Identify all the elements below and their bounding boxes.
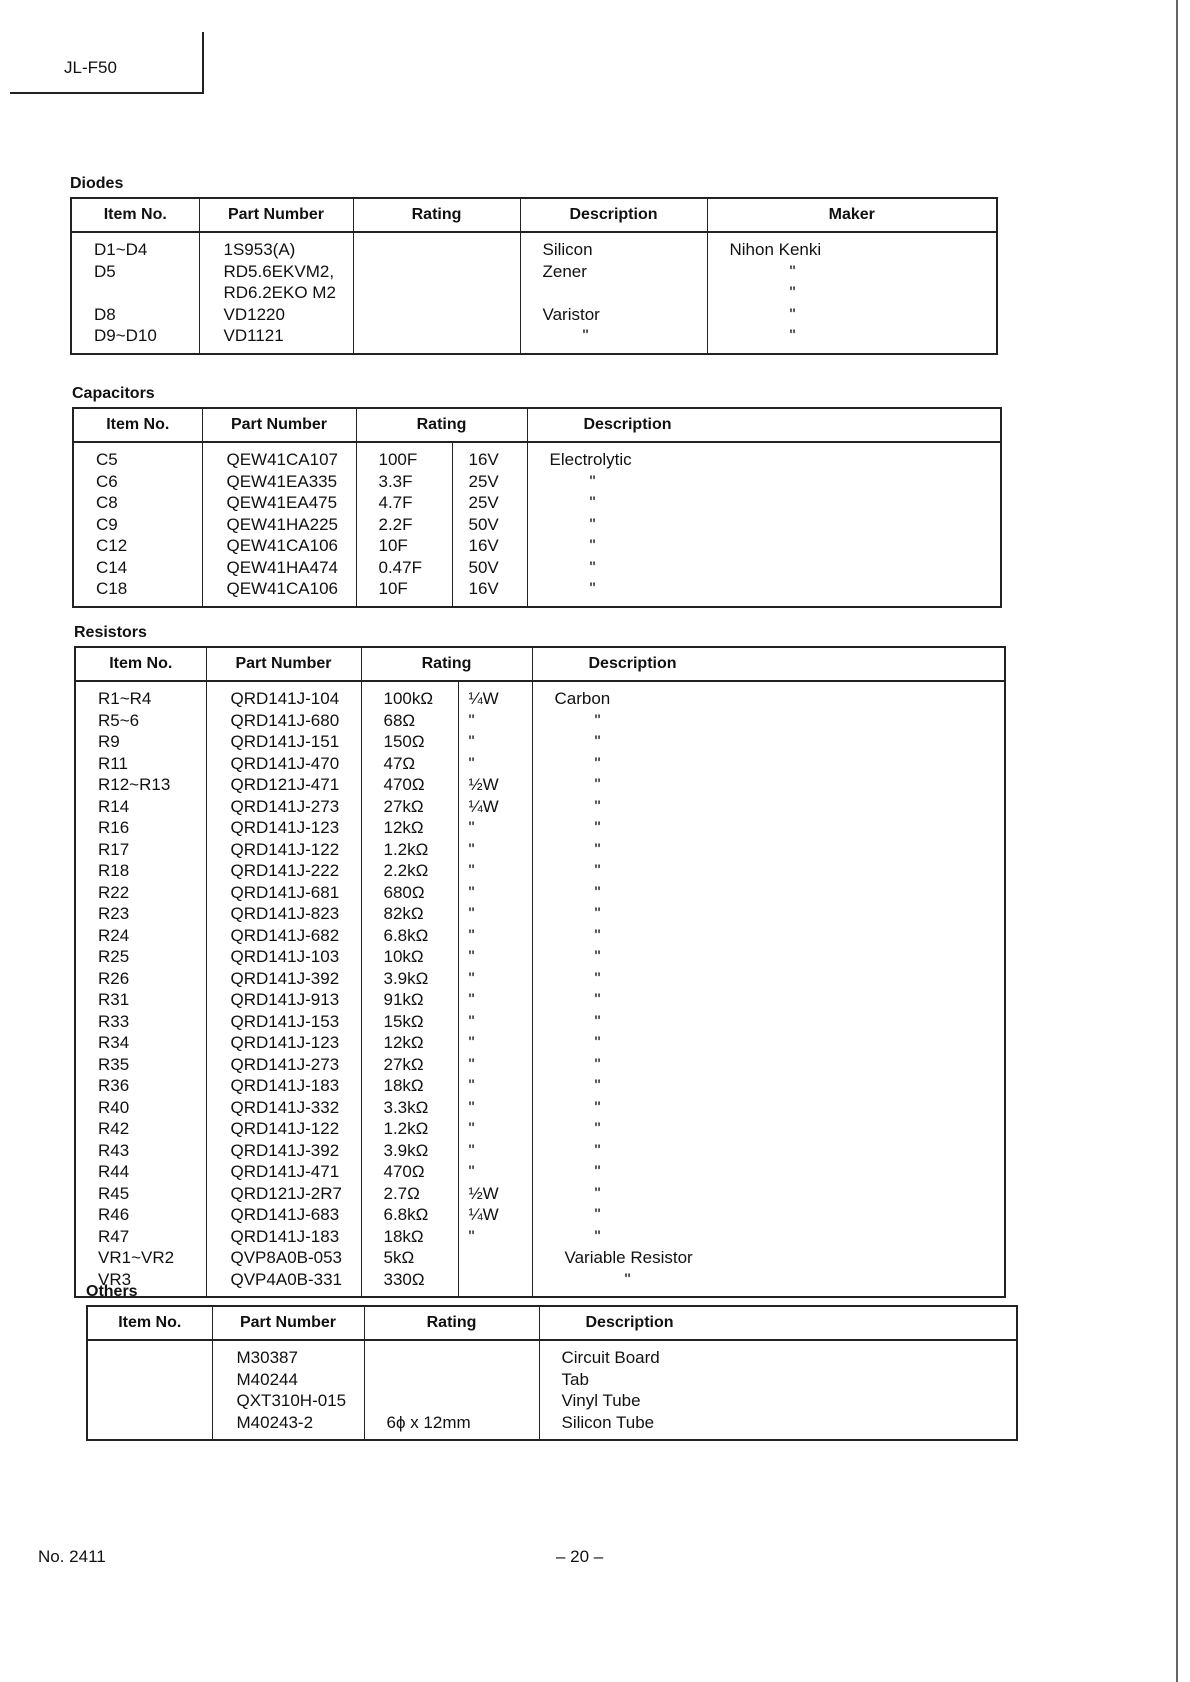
item-no: R33 bbox=[98, 1011, 130, 1031]
item-no: R18 bbox=[98, 861, 130, 880]
capacitors-table bbox=[72, 407, 1002, 608]
description: " bbox=[594, 818, 601, 837]
others-table bbox=[86, 1305, 1018, 1441]
description: " bbox=[589, 536, 596, 555]
part-number: M40244 bbox=[236, 1369, 298, 1389]
part-number: QRD141J-104 bbox=[230, 689, 340, 708]
description: " bbox=[594, 1033, 601, 1052]
wattage-rating: " bbox=[468, 818, 475, 837]
resistance-value: 6.8kΩ bbox=[383, 925, 429, 945]
diodes-maker-cell bbox=[707, 232, 997, 354]
part-number: QRD141J-913 bbox=[230, 990, 340, 1009]
others-title: Others bbox=[86, 1283, 138, 1300]
description: " bbox=[589, 557, 596, 577]
wattage-rating: " bbox=[468, 1033, 475, 1052]
item-no: C12 bbox=[96, 536, 128, 555]
resistance-value: 12kΩ bbox=[383, 1033, 424, 1052]
resistors-table bbox=[74, 646, 1006, 1298]
maker: Nihon Kenki bbox=[729, 240, 822, 259]
part-number: 1S953(A) bbox=[223, 240, 296, 259]
resistors-body-row bbox=[75, 681, 1005, 1297]
description: " bbox=[594, 1226, 601, 1246]
part-number: QRD141J-153 bbox=[230, 1011, 340, 1031]
capacitors-section bbox=[72, 385, 1002, 608]
capacitance-value: 10F bbox=[378, 579, 408, 598]
item-no: C6 bbox=[96, 471, 118, 491]
resistance-value: 470Ω bbox=[383, 1162, 425, 1181]
wattage-rating: " bbox=[468, 1011, 475, 1031]
description: Electrolytic bbox=[549, 450, 632, 469]
item-no: D8 bbox=[94, 304, 116, 324]
item-no: C5 bbox=[96, 450, 118, 469]
part-number: QRD121J-2R7 bbox=[230, 1183, 342, 1203]
description: Variable Resistor bbox=[564, 1248, 693, 1267]
resistance-value: 470Ω bbox=[383, 775, 425, 794]
part-number: QRD141J-123 bbox=[230, 1033, 340, 1052]
item-no: R40 bbox=[98, 1097, 130, 1117]
description bbox=[543, 282, 707, 304]
wattage-rating: " bbox=[468, 861, 475, 880]
description: " bbox=[589, 579, 596, 598]
resistance-value: 2.2kΩ bbox=[383, 861, 429, 880]
description: " bbox=[594, 1162, 601, 1181]
wattage-rating: " bbox=[468, 1097, 475, 1117]
col-item-no: Item No. bbox=[75, 647, 206, 681]
item-no: R35 bbox=[98, 1054, 130, 1074]
wattage-rating: ¼W bbox=[468, 689, 499, 708]
wattage-rating: " bbox=[468, 990, 475, 1009]
part-number: M40243-2 bbox=[236, 1412, 314, 1432]
rating: 6ϕ x 12mm bbox=[386, 1412, 471, 1432]
part-number: QRD141J-122 bbox=[230, 839, 340, 859]
item-no: R45 bbox=[98, 1183, 130, 1203]
wattage-rating: " bbox=[468, 1119, 475, 1138]
description: " bbox=[594, 1011, 601, 1031]
description: " bbox=[594, 1054, 601, 1074]
resistance-value: 91kΩ bbox=[383, 990, 424, 1009]
capacitors-voltage-cell bbox=[452, 442, 527, 607]
resistance-value: 3.9kΩ bbox=[383, 1140, 429, 1160]
col-item-no: Item No. bbox=[87, 1306, 212, 1340]
part-number: QEW41HA474 bbox=[226, 557, 338, 577]
resistance-value: 10kΩ bbox=[383, 947, 424, 966]
diodes-rating-cell bbox=[353, 232, 520, 354]
col-description: Description bbox=[539, 1306, 1017, 1340]
capacitance-value: 100F bbox=[378, 450, 418, 469]
resistors-desc-cell bbox=[532, 681, 1005, 1297]
part-number: QRD141J-471 bbox=[230, 1162, 340, 1181]
item-no: R46 bbox=[98, 1205, 130, 1224]
part-number: QRD141J-683 bbox=[230, 1205, 340, 1224]
voltage-rating: 25V bbox=[468, 493, 499, 512]
description: " bbox=[594, 882, 601, 902]
col-part-number: Part Number bbox=[212, 1306, 364, 1340]
wattage-rating: ½W bbox=[468, 775, 499, 794]
item-no: R31 bbox=[98, 990, 130, 1009]
col-rating: Rating bbox=[356, 408, 527, 442]
part-number: RD5.6EKVM2, bbox=[223, 261, 335, 281]
description: Tab bbox=[561, 1369, 589, 1389]
wattage-rating: " bbox=[468, 1140, 475, 1160]
diodes-desc-cell bbox=[520, 232, 707, 354]
description: " bbox=[594, 1183, 601, 1203]
item-no: R26 bbox=[98, 968, 130, 988]
resistors-title: Resistors bbox=[74, 624, 147, 641]
resistors-header-row bbox=[75, 647, 1005, 681]
part-number: QRD141J-103 bbox=[230, 947, 340, 966]
col-part-number: Part Number bbox=[199, 198, 353, 232]
description: " bbox=[594, 1140, 601, 1160]
description: " bbox=[589, 493, 596, 512]
description: " bbox=[594, 947, 601, 966]
others-parts-cell bbox=[212, 1340, 364, 1440]
part-number: M30387 bbox=[236, 1348, 298, 1367]
capacitance-value: 2.2F bbox=[378, 514, 413, 534]
col-description: Description bbox=[532, 647, 1005, 681]
item-no: R17 bbox=[98, 839, 130, 859]
item-no: R16 bbox=[98, 818, 130, 837]
part-number: QRD141J-183 bbox=[230, 1226, 340, 1246]
item-no: R22 bbox=[98, 882, 130, 902]
others-items-cell bbox=[87, 1340, 212, 1440]
voltage-rating: 50V bbox=[468, 557, 499, 577]
resistance-value: 47Ω bbox=[383, 753, 416, 773]
resistance-value: 2.7Ω bbox=[383, 1183, 420, 1203]
part-number: VD1220 bbox=[223, 304, 285, 324]
resistance-value: 680Ω bbox=[383, 882, 425, 902]
part-number: QXT310H-015 bbox=[236, 1391, 347, 1410]
page-number: – 20 – bbox=[556, 1547, 604, 1566]
wattage-rating: " bbox=[468, 753, 475, 773]
resistors-parts-cell bbox=[206, 681, 361, 1297]
description: " bbox=[594, 732, 601, 751]
col-description: Description bbox=[527, 408, 1001, 442]
capacitors-desc-cell bbox=[527, 442, 1001, 607]
description: " bbox=[594, 990, 601, 1009]
part-number: QRD141J-392 bbox=[230, 968, 340, 988]
wattage-rating: " bbox=[468, 947, 475, 966]
description: " bbox=[594, 1119, 601, 1138]
part-number: QEW41CA106 bbox=[226, 579, 338, 598]
part-number: QRD141J-332 bbox=[230, 1097, 340, 1117]
model-label: JL-F50 bbox=[64, 58, 117, 77]
capacitors-parts-cell bbox=[202, 442, 356, 607]
item-no: R43 bbox=[98, 1140, 130, 1160]
wattage-rating: ¼W bbox=[468, 796, 499, 816]
item-no: R5~6 bbox=[98, 710, 140, 730]
col-item-no: Item No. bbox=[73, 408, 202, 442]
wattage-rating: " bbox=[468, 925, 475, 945]
rating bbox=[387, 1347, 539, 1369]
item-no: C18 bbox=[96, 579, 128, 598]
others-section bbox=[86, 1283, 1018, 1441]
item-no: R11 bbox=[98, 753, 128, 773]
col-rating: Rating bbox=[353, 198, 520, 232]
item-no: R14 bbox=[98, 796, 130, 816]
description: " bbox=[589, 471, 596, 491]
wattage-rating: " bbox=[468, 882, 475, 902]
item-no: R44 bbox=[98, 1162, 130, 1181]
resistors-section bbox=[74, 624, 1006, 1298]
voltage-rating: 25V bbox=[468, 471, 499, 491]
diodes-body-row bbox=[71, 232, 997, 354]
description: Silicon bbox=[542, 240, 593, 259]
wattage-rating: " bbox=[468, 1162, 475, 1181]
item-no: R25 bbox=[98, 947, 130, 966]
item-no: R36 bbox=[98, 1076, 130, 1095]
wattage-rating: " bbox=[468, 1226, 475, 1246]
part-number: QRD141J-183 bbox=[230, 1076, 340, 1095]
voltage-rating: 50V bbox=[468, 514, 499, 534]
description: Zener bbox=[542, 261, 587, 281]
description: " bbox=[594, 710, 601, 730]
item-no: R9 bbox=[98, 732, 120, 751]
part-number: QRD141J-470 bbox=[230, 753, 340, 773]
wattage-rating: " bbox=[468, 904, 475, 923]
item-no bbox=[94, 282, 199, 304]
description: " bbox=[594, 861, 601, 880]
rating bbox=[387, 1369, 539, 1391]
description: " bbox=[594, 839, 601, 859]
model-header-box bbox=[10, 32, 204, 94]
diodes-section bbox=[70, 175, 998, 355]
item-no: R12~R13 bbox=[98, 775, 171, 794]
item-no: D5 bbox=[94, 261, 116, 281]
col-part-number: Part Number bbox=[206, 647, 361, 681]
voltage-rating: 16V bbox=[468, 450, 499, 469]
description: " bbox=[589, 514, 596, 534]
description: Silicon Tube bbox=[561, 1412, 655, 1432]
voltage-rating: 16V bbox=[468, 579, 499, 598]
col-rating: Rating bbox=[361, 647, 532, 681]
col-part-number: Part Number bbox=[202, 408, 356, 442]
col-description: Description bbox=[520, 198, 707, 232]
item-no: R24 bbox=[98, 925, 130, 945]
diodes-table bbox=[70, 197, 998, 355]
resistance-value: 5kΩ bbox=[383, 1248, 415, 1267]
part-number: RD6.2EKO M2 bbox=[223, 283, 336, 302]
wattage-rating: " bbox=[468, 1076, 475, 1095]
voltage-rating: 16V bbox=[468, 536, 499, 555]
item-no: C9 bbox=[96, 514, 118, 534]
rating bbox=[387, 1390, 539, 1412]
part-number: QRD141J-682 bbox=[230, 925, 340, 945]
part-number: QEW41CA107 bbox=[226, 450, 338, 469]
wattage-rating: ½W bbox=[468, 1183, 499, 1203]
part-number: QEW41EA475 bbox=[226, 493, 338, 512]
description: " bbox=[594, 1205, 601, 1224]
part-number: QRD141J-273 bbox=[230, 1054, 340, 1074]
description: " bbox=[594, 753, 601, 773]
item-no: R47 bbox=[98, 1226, 130, 1246]
resistance-value: 12kΩ bbox=[383, 818, 424, 837]
maker: " bbox=[789, 283, 796, 302]
item-no: R1~R4 bbox=[98, 689, 152, 708]
capacitance-value: 3.3F bbox=[378, 471, 413, 491]
part-number: QRD141J-151 bbox=[230, 732, 340, 751]
resistance-value: 15kΩ bbox=[383, 1011, 424, 1031]
item-no: VR1~VR2 bbox=[98, 1248, 175, 1267]
item-no: R23 bbox=[98, 904, 130, 923]
wattage-rating bbox=[459, 1247, 532, 1269]
description: " bbox=[594, 904, 601, 923]
resistance-value: 1.2kΩ bbox=[383, 1119, 429, 1138]
resistance-value: 3.9kΩ bbox=[383, 968, 429, 988]
diodes-items-cell bbox=[71, 232, 199, 354]
others-header-row bbox=[87, 1306, 1017, 1340]
description: " bbox=[582, 326, 589, 345]
description: " bbox=[624, 1269, 631, 1289]
diodes-title: Diodes bbox=[70, 175, 124, 192]
part-number: QRD121J-471 bbox=[230, 775, 340, 794]
description: " bbox=[594, 1097, 601, 1117]
capacitors-value-cell bbox=[356, 442, 452, 607]
part-number: QRD141J-273 bbox=[230, 796, 340, 816]
resistance-value: 150Ω bbox=[383, 732, 425, 751]
item-no: D9~D10 bbox=[94, 326, 157, 345]
description: Vinyl Tube bbox=[561, 1391, 641, 1410]
wattage-rating: ¼W bbox=[468, 1205, 499, 1224]
part-number: QVP4A0B-331 bbox=[230, 1269, 343, 1289]
diodes-parts-cell bbox=[199, 232, 353, 354]
resistance-value: 330Ω bbox=[383, 1269, 425, 1289]
col-rating: Rating bbox=[364, 1306, 539, 1340]
part-number: QVP8A0B-053 bbox=[230, 1248, 343, 1267]
description: " bbox=[594, 968, 601, 988]
resistance-value: 27kΩ bbox=[383, 1054, 424, 1074]
resistors-items-cell bbox=[75, 681, 206, 1297]
part-number: QRD141J-123 bbox=[230, 818, 340, 837]
capacitors-title: Capacitors bbox=[72, 385, 155, 402]
col-maker: Maker bbox=[707, 198, 997, 232]
others-body-row bbox=[87, 1340, 1017, 1440]
part-number: QRD141J-680 bbox=[230, 710, 340, 730]
item-no: D1~D4 bbox=[94, 240, 148, 259]
wattage-rating: " bbox=[468, 968, 475, 988]
wattage-rating: " bbox=[468, 839, 475, 859]
description: " bbox=[594, 796, 601, 816]
maker: " bbox=[789, 261, 796, 281]
resistance-value: 18kΩ bbox=[383, 1076, 424, 1095]
item-no: R42 bbox=[98, 1119, 130, 1138]
part-number: QEW41CA106 bbox=[226, 536, 338, 555]
description: " bbox=[594, 925, 601, 945]
document-number: No. 2411 bbox=[38, 1547, 106, 1566]
description: " bbox=[594, 1076, 601, 1095]
diodes-header-row bbox=[71, 198, 997, 232]
capacitance-value: 10F bbox=[378, 536, 408, 555]
item-no: R34 bbox=[98, 1033, 130, 1052]
part-number: QRD141J-681 bbox=[230, 882, 340, 902]
resistance-value: 1.2kΩ bbox=[383, 839, 429, 859]
resistors-wattage-cell bbox=[458, 681, 532, 1297]
part-number: QEW41EA335 bbox=[226, 471, 338, 491]
capacitance-value: 0.47F bbox=[378, 557, 422, 577]
item-no: C8 bbox=[96, 493, 118, 512]
wattage-rating: " bbox=[468, 732, 475, 751]
description: " bbox=[594, 775, 601, 794]
capacitors-header-row bbox=[73, 408, 1001, 442]
resistance-value: 27kΩ bbox=[383, 796, 424, 816]
resistors-value-cell bbox=[361, 681, 458, 1297]
part-number: QEW41HA225 bbox=[226, 514, 338, 534]
others-desc-cell bbox=[539, 1340, 1017, 1440]
resistance-value: 68Ω bbox=[383, 710, 416, 730]
resistance-value: 100kΩ bbox=[383, 689, 434, 708]
item-no: VR3 bbox=[98, 1269, 132, 1289]
wattage-rating: " bbox=[468, 1054, 475, 1074]
part-number: QRD141J-823 bbox=[230, 904, 340, 923]
capacitance-value: 4.7F bbox=[378, 493, 413, 512]
resistance-value: 3.3kΩ bbox=[383, 1097, 429, 1117]
others-rating-cell bbox=[364, 1340, 539, 1440]
col-item-no: Item No. bbox=[71, 198, 199, 232]
description: Circuit Board bbox=[561, 1348, 660, 1367]
part-number: QRD141J-222 bbox=[230, 861, 340, 880]
description: Carbon bbox=[554, 689, 611, 708]
part-number: VD1121 bbox=[223, 326, 284, 345]
maker: " bbox=[789, 304, 796, 324]
capacitors-body-row bbox=[73, 442, 1001, 607]
maker: " bbox=[789, 326, 796, 345]
item-no: C14 bbox=[96, 557, 128, 577]
resistance-value: 6.8kΩ bbox=[383, 1205, 429, 1224]
part-number: QRD141J-392 bbox=[230, 1140, 340, 1160]
wattage-rating: " bbox=[468, 710, 475, 730]
scan-edge-line bbox=[1176, 0, 1178, 1682]
resistance-value: 82kΩ bbox=[383, 904, 424, 923]
capacitors-items-cell bbox=[73, 442, 202, 607]
description: Varistor bbox=[542, 304, 600, 324]
resistance-value: 18kΩ bbox=[383, 1226, 424, 1246]
part-number: QRD141J-122 bbox=[230, 1119, 340, 1138]
